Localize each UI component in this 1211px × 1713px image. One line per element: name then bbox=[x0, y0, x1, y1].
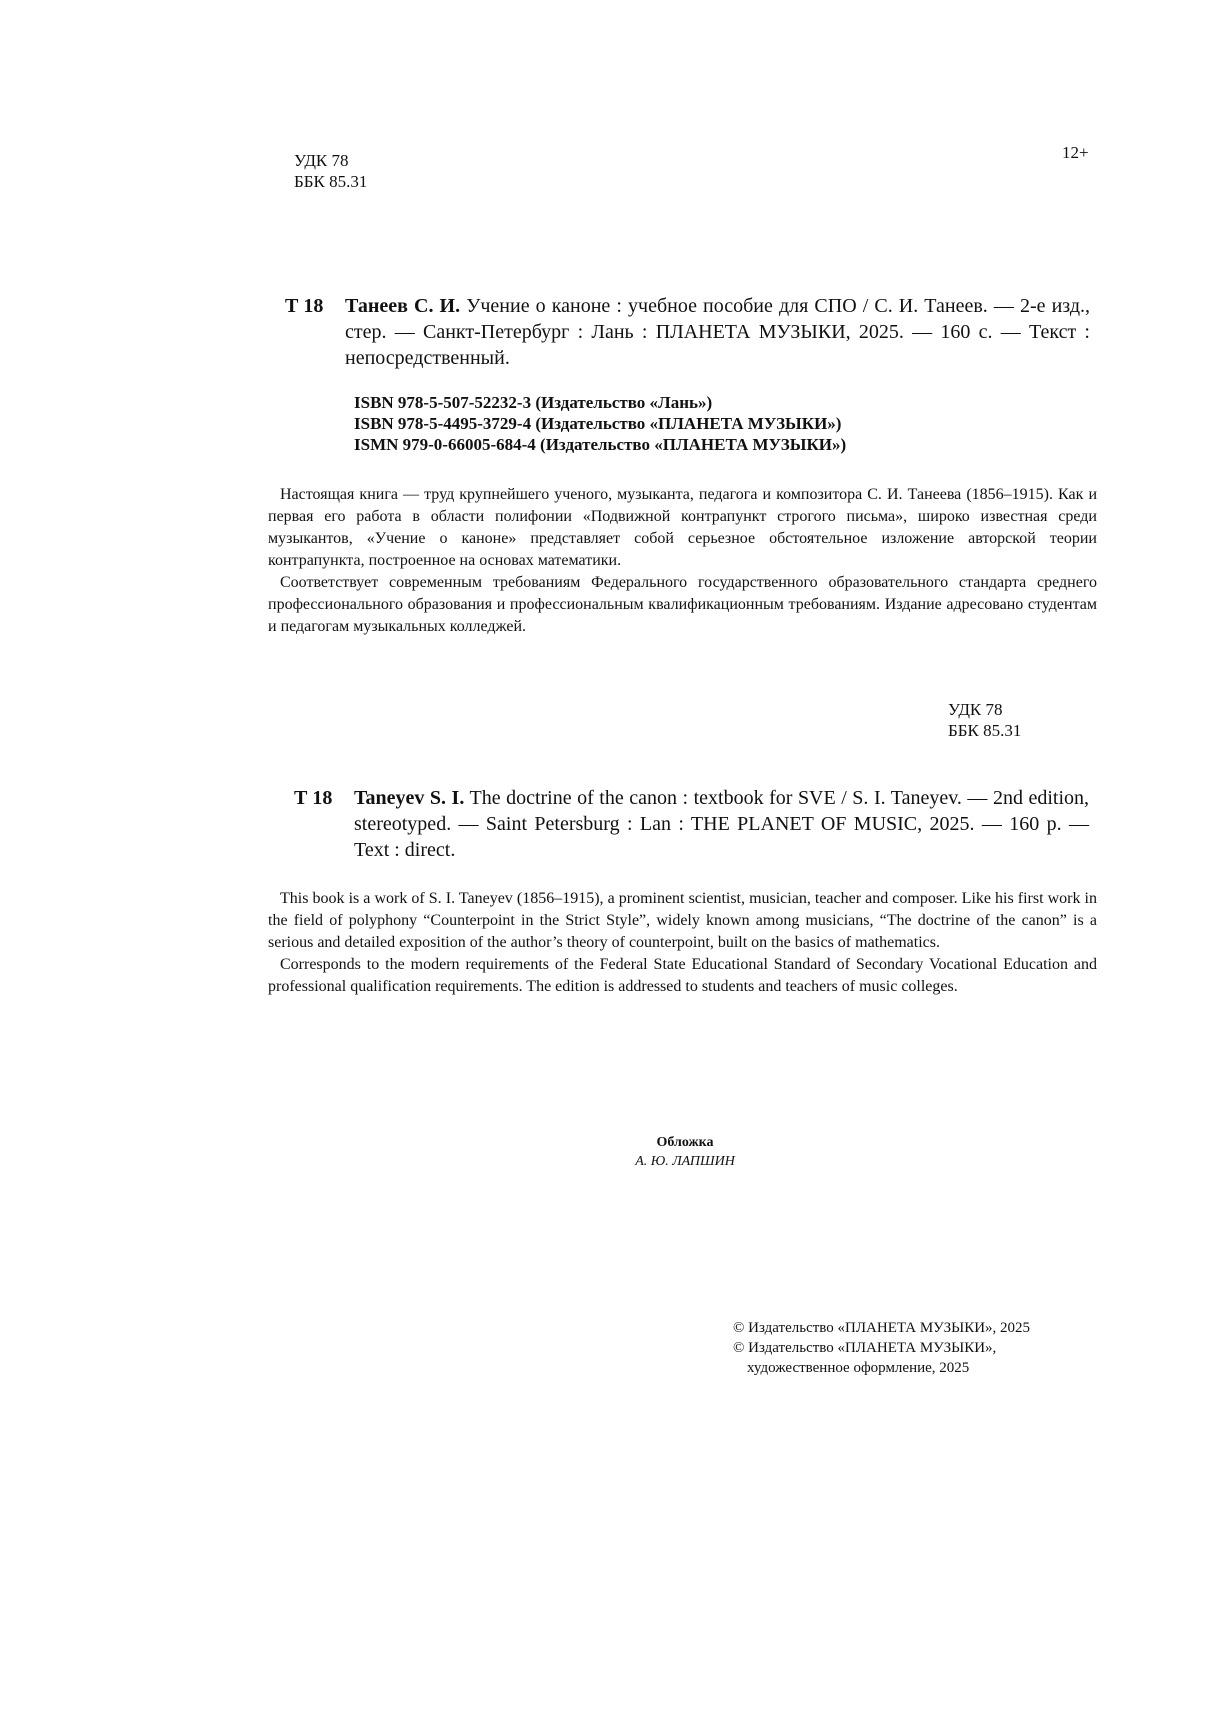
udk-bbk-middle bbox=[948, 699, 1021, 741]
abstract-paragraph: Соответствует современным требованиям Федерального государственного образовательного стандарта среднего профессионального образования и профессиональным квалификационным требованиям. Издание адресовано студентам и педагогам музыкальных колледжей. bbox=[268, 574, 1097, 635]
cover-credit-name: А. Ю. ЛАПШИН bbox=[635, 1154, 735, 1169]
copyright-line: © Издательство «ПЛАНЕТА МУЗЫКИ», 2025 bbox=[733, 1320, 1031, 1336]
isbn-line: ISBN 978-5-4495-3729-4 (Издательство «ПЛАНЕТА МУЗЫКИ») bbox=[354, 414, 842, 433]
bbk-code: ББК 85.31 bbox=[294, 172, 368, 191]
udk-code: УДК 78 bbox=[294, 151, 349, 170]
ismn-line: ISMN 979-0-66005-684-4 (Издательство «ПЛАНЕТА МУЗЫКИ») bbox=[354, 435, 847, 454]
abstract-en bbox=[268, 888, 1097, 998]
copyright-line: © Издательство «ПЛАНЕТА МУЗЫКИ», bbox=[733, 1340, 997, 1356]
catalog-description bbox=[345, 293, 1090, 371]
copyright-block bbox=[733, 1318, 1030, 1378]
catalog-author: Taneyev S. I. bbox=[354, 787, 465, 809]
abstract-ru bbox=[268, 484, 1097, 638]
cover-credit bbox=[560, 1133, 810, 1171]
age-rating: 12+ bbox=[1062, 143, 1089, 162]
bbk-code: ББК 85.31 bbox=[948, 721, 1022, 740]
udk-code: УДК 78 bbox=[948, 700, 1003, 719]
catalog-entry-en bbox=[294, 785, 1089, 863]
cover-credit-title: Обложка bbox=[656, 1135, 714, 1150]
isbn-line: ISBN 978-5-507-52232-3 (Издательство «Лань») bbox=[354, 393, 713, 412]
abstract-paragraph: This book is a work of S. I. Taneyev (1856–1915), a prominent scientist, musician, teacher and composer. Like his first work in the field of polyphony “Counterpoint in the Strict Style”, widely known among musicians, “The doctrine of the canon” is a serious and detailed exposition of the author’s theory of counterpoint, built on the basics of mathematics. bbox=[268, 890, 1097, 951]
catalog-author: Танеев С. И. bbox=[345, 295, 461, 317]
catalog-description bbox=[354, 785, 1089, 863]
catalog-text: Учение о каноне : учебное пособие для СПО / С. И. Танеев. — 2-е изд., стер. — Санкт-Петербург : Лань : ПЛАНЕТА МУЗЫКИ, 2025. — 160 с. — Текст : непосредственный. bbox=[345, 295, 1091, 369]
udk-bbk-top bbox=[294, 150, 367, 192]
catalog-code: Т 18 bbox=[285, 295, 324, 317]
isbn-list bbox=[354, 392, 846, 455]
catalog-text: The doctrine of the canon : textbook for SVE / S. I. Taneyev. — 2nd edition, stereotyped. — Saint Petersburg : Lan : THE PLANET OF MUSIC, 2025. — 160 p. — Text : direct. bbox=[354, 787, 1090, 861]
copyright-line: художественное оформление, 2025 bbox=[747, 1360, 970, 1376]
abstract-paragraph: Настоящая книга — труд крупнейшего ученого, музыканта, педагога и композитора С. И. Танеева (1856–1915). Как и первая его работа в области полифонии «Подвижной контрапункт строгого письма», широко известная среди музыкантов, «Учение о каноне» представляет собой серьезное обстоятельное изложение авторской теории контрапункта, построенное на основах математики. bbox=[268, 486, 1097, 569]
catalog-code: Т 18 bbox=[294, 787, 333, 809]
catalog-entry-ru bbox=[285, 293, 1090, 371]
abstract-paragraph: Corresponds to the modern requirements of the Federal State Educational Standard of Secondary Vocational Education and professional qualification requirements. The edition is addressed to students and teachers of music colleges. bbox=[268, 956, 1097, 995]
